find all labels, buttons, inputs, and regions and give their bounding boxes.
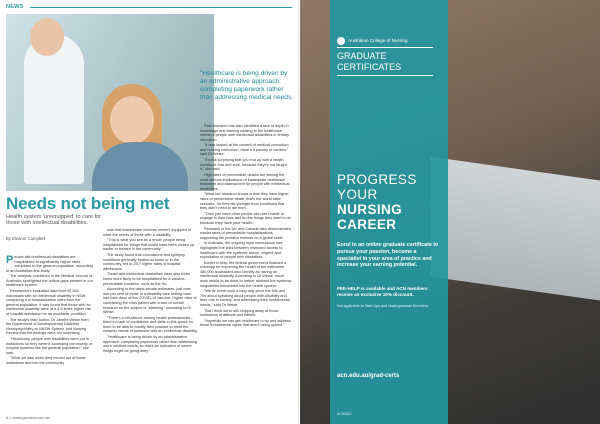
- paragraph: "What we saw when they moved out of these institutions and into the community: [6, 356, 86, 365]
- standfirst: Health system 'unequipped' to care for those with intellectual disabilities.: [6, 214, 102, 227]
- advertisement-page: [300, 0, 600, 424]
- paragraph: "This is what you see as a result: people being hospitalised for things that would have been picked up earlier or treated in the community.": [103, 238, 195, 252]
- page-footer: 6 | nursingreview.com.au: [6, 415, 51, 420]
- drop-cap: P: [6, 254, 14, 266]
- body-column-3: [200, 124, 292, 329]
- paragraph: Earlier in May, the federal government finalised a roadmap for improving the health of the estimated 480,000 Australians who identify as having an intellectual disability. According to Dr Weise, much work needs to be done to further address the systemic inequalities embedded into the health system.: [200, 260, 292, 288]
- paragraph: Researchers evaluated data from 92,542 individuals with an intellectual disability in NSW, comparing it to hospitalisation rates from the general population. It was found that those with an intellectual disability were at a 4.5 times higher risk of hospital admission for an avoidable condition.: [6, 289, 92, 316]
- body-column-2: [103, 228, 198, 355]
- paragraph: "Historically, people with disabilities were put in institutions so they weren't accessing community or hospital systems like the general population," she said.: [6, 337, 93, 355]
- ad-headline-line-2: NURSING CAREER: [337, 202, 403, 232]
- headline: Needs not being met: [6, 194, 170, 213]
- paragraph: Past research has also identified a lack of depth in knowledge and training relating to the healthcare needs of people with intellectual disabilities in tertiary education.: [200, 124, 290, 142]
- ad-headline: [337, 172, 447, 232]
- laptop-illustration: [430, 157, 600, 304]
- acn-logo-text: Australian College of Nursing: [348, 38, 408, 43]
- graduate-certificates-label: GRADUATE CERTIFICATES: [337, 47, 433, 76]
- paragraph: was that mainstream services weren't equipped to meet the needs of those with a disability.: [103, 228, 192, 237]
- body-column-1: [6, 255, 94, 367]
- paragraph: "There's a reluctance among health professionals... there's a lack of confidence and skills in this space for them to be able to modify their practice to meet the complex needs of someone with an intellectual disability.: [103, 315, 198, 334]
- acn-logo-icon: [337, 37, 345, 45]
- paragraph: "What our research shows is that they have higher rates of preventable death, that's the worst case scenario. So they die younger from conditions that they didn't need to die from.: [200, 192, 289, 211]
- paragraph: "Healthcare is being driven by an administrative approach: completing paperwork rather than addressing one's medical needs, so that's an indication of where things might be going awry.": [103, 335, 198, 353]
- fee-help-text: FEE-HELP is available and ACN members receive an exclusive 10% discount.: [337, 286, 428, 297]
- ad-code: ACN0021: [337, 412, 352, 416]
- ad-headline-line-1: PROGRESS YOUR: [337, 172, 417, 202]
- fee-note: Not applicable to Start-Ups and Undergraduate Members.: [337, 304, 429, 308]
- doctor-figure: [24, 34, 84, 184]
- paragraph: Research in the UK and Canada also demonstrates similar rates of preventable hospitalisations, supporting the problem extends on a global scale.: [200, 226, 291, 240]
- paragraph: "It was looked at the content of medical curriculum and nursing curriculum, there's a paucity of content," said Dr Weise.: [200, 143, 289, 157]
- paragraph: The study found that convulsions and epilepsy, conditions generally treated at home or in the community, led to 25.7 higher rates of hospital admissions.: [103, 253, 186, 271]
- pull-quote: "Healthcare is being driven by an administrative approach: completing paperwork rather than addressing medical needs.: [200, 70, 294, 101]
- child-face: [110, 96, 154, 144]
- paragraph: The study's lead author, Dr Janelle Weise from the Department of Developmental Disability Neuropsychiatry at UNSW Sydney, told Nursing Review that the findings were not surprising.: [6, 317, 89, 336]
- paragraph: "Hopefully we can get healthcare to try and address these fundamental rights that aren't being upheld.": [200, 318, 291, 328]
- paragraph: "It's not surprising that you end up with a health workforce that isn't sure, because they're not taught it," she said.: [200, 158, 287, 172]
- ad-promo-text: Enrol in an online graduate certificate to pursue your passion, become a specialist in your area of practice and increase your earning potential.: [337, 242, 439, 269]
- doctor-head: [30, 18, 64, 56]
- left-page: [0, 0, 299, 424]
- ad-panel: [330, 0, 448, 424]
- ad-url-link[interactable]: acn.edu.au/grad-certs: [337, 373, 400, 379]
- paragraph: People with intellectual disabilities are hospitalised at significantly higher rates compared to the general population, according to an Australian-first study.: [6, 254, 93, 273]
- paragraph: High rates of preventable deaths are among the most serious implications of inadequate healthcare treatment and assessment for people with intellectual disabilities.: [200, 173, 290, 191]
- section-label: NEWS: [6, 4, 24, 10]
- article-photo: [6, 14, 214, 191]
- paragraph: Those with intellectual disabilities were also three times more likely to be hospitalised for a vaccine-preventable condition, such as the 'flu.: [103, 272, 190, 286]
- byline: By Eleanor Campbell: [6, 236, 46, 241]
- paragraph: "But I think we're still chipping away at those institutions of attitude and beliefs.: [200, 308, 279, 318]
- paragraph: "Then you have other people who are unable to engage in their lives and do the things they want to do because they have poor health.": [200, 211, 291, 225]
- paragraph: The analysis, published in the Medical Journal of Australia, spotlighted the critical gaps present in our healthcare system.: [6, 274, 93, 288]
- paragraph: According to the latest senate estimates, just over one per cent of those in a disability care setting have had their dose of the COVID-19 vaccine. Higher risks of contracting the virus paired with a lack of overall research on the subject is "alarming" according to Dr Weise.: [103, 287, 197, 315]
- paragraph: In Australia, the ongoing royal commission has highlighted the links between restricted access to healthcare with the systemic abuse, neglect and exploitation of people with disabilities.: [200, 241, 283, 260]
- paragraph: "We've come such a long way since the 60s and 70s about speaking about people with disability and their role in society, and addressing their fundamental needs," said Dr Weise.: [200, 289, 290, 307]
- section-rule: [30, 7, 292, 8]
